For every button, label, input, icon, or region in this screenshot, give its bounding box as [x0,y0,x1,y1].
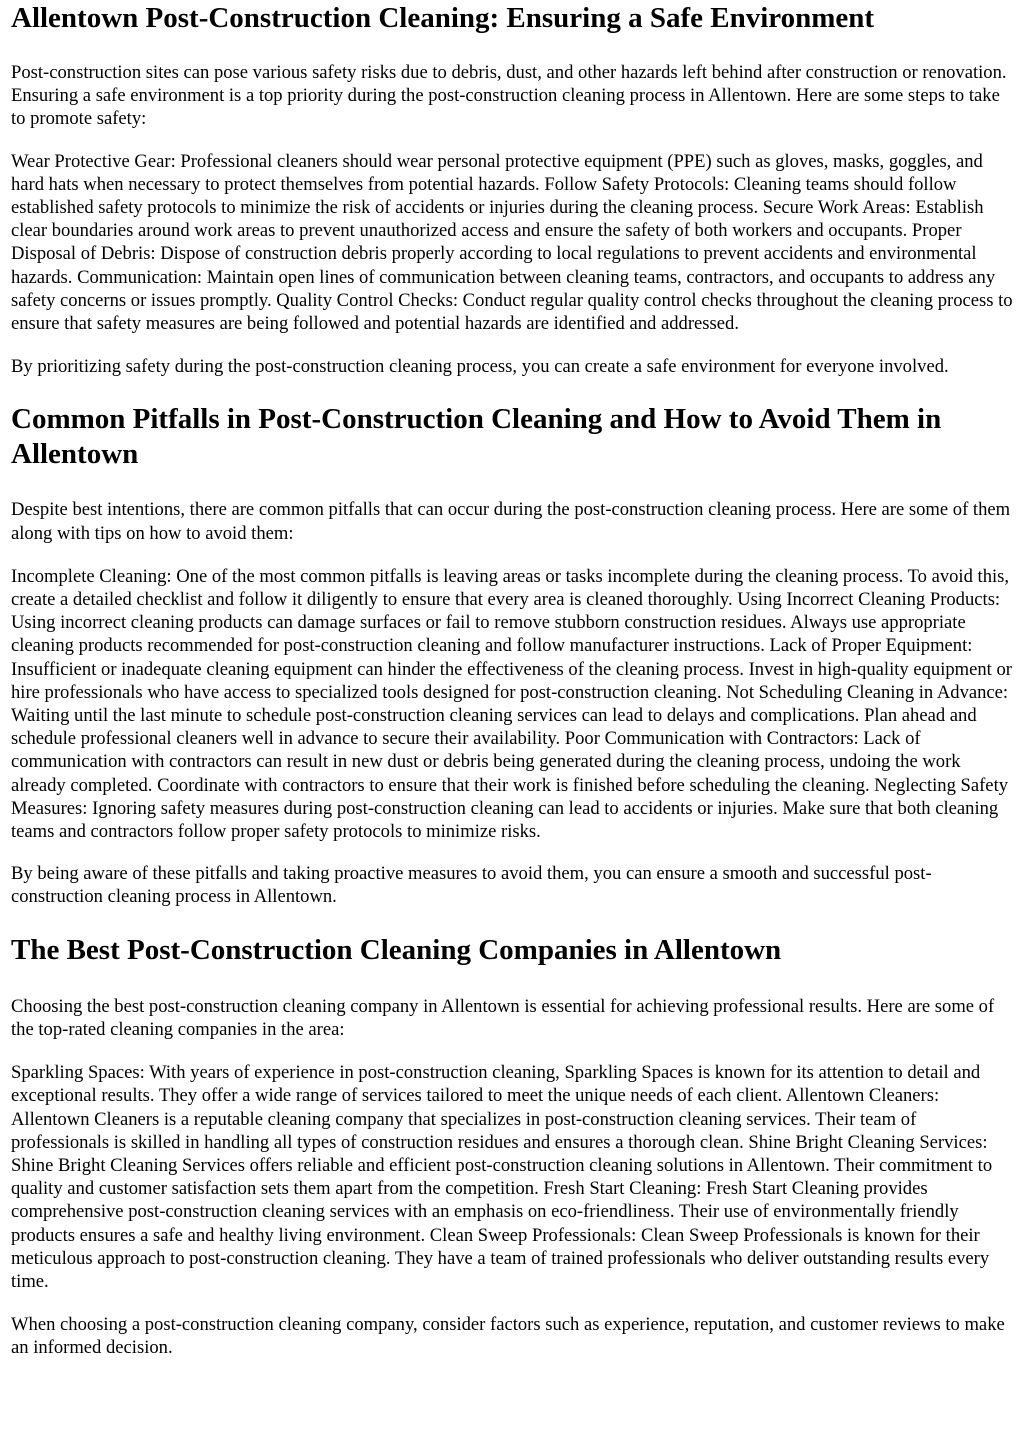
section-body-paragraph: Sparkling Spaces: With years of experience in post-construction cleaning, Sparkling Spaces is known for its attention to detail and exceptional results. They offer a wide range of services tailored to meet the unique needs of each client. Allentown Cleaners: Allentown Cleaners is a reputable cleaning company that specializes in post-construction cleaning services. Their team of professionals is skilled in handling all types of construction residues and ensures a thorough clean. Shine Bright Cleaning Services: Shine Bright Cleaning Services offers reliable and efficient post-construction cleaning solutions in Allentown. Their commitment to quality and customer satisfaction sets them apart from the competition. Fresh Start Cleaning: Fresh Start Cleaning provides comprehensive post-construction cleaning services with an emphasis on eco-friendliness. Their use of environmentally friendly products ensures a safe and healthy living environment. Clean Sweep Professionals: Clean Sweep Professionals is known for their meticulous approach to post-construction cleaning. They have a team of trained professionals who deliver outstanding results every time. [11,1062,993,1292]
section-heading-safe-environment: Allentown Post-Construction Cleaning: Ensuring a Safe Environment [11,2,875,34]
section-intro-paragraph: Despite best intentions, there are common pitfalls that can occur during the post-construction cleaning process. Here are some of them along with tips on how to avoid them: [11,499,1011,544]
section-intro-paragraph: Post-construction sites can pose various safety risks due to debris, dust, and other hazards left behind after construction or renovation. Ensuring a safe environment is a top priority during the post-construction cleaning process in Allentown. Here are some steps to take to promote safety: [11,62,1007,130]
section-heading-best-companies: The Best Post-Construction Cleaning Companies in Allentown [11,933,782,966]
section-heading-common-pitfalls: Common Pitfalls in Post-Construction Cleaning and How to Avoid Them in Allentown [11,403,942,471]
article [0,1,1024,1360]
section-intro-paragraph: Choosing the best post-construction cleaning company in Allentown is essential for achieving professional results. Here are some of the top-rated cleaning companies in the area: [11,995,995,1040]
section-body-paragraph: Wear Protective Gear: Professional cleaners should wear personal protective equipment (PPE) such as gloves, masks, goggles, and hard hats when necessary to protect themselves from potential hazards. Follow Safety Protocols: Cleaning teams should follow established safety protocols to minimize the risk of accidents or injuries during the cleaning process. Secure Work Areas: Establish clear boundaries around work areas to prevent unauthorized access and ensure the safety of both workers and occupants. Proper Disposal of Debris: Dispose of construction debris properly according to local regulations to prevent accidents and environmental hazards. Communication: Maintain open lines of communication between cleaning teams, contractors, and occupants to address any safety concerns or issues promptly. Quality Control Checks: Conduct regular quality control checks throughout the cleaning process to ensure that safety measures are being followed and potential hazards are identified and addressed. [11,150,1013,335]
section-conclusion-paragraph: When choosing a post-construction cleaning company, consider factors such as experience, reputation, and customer reviews to make an informed decision. [11,1314,1005,1359]
section-conclusion-paragraph: By prioritizing safety during the post-construction cleaning process, you can create a safe environment for everyone involved. [11,356,949,378]
section-body-paragraph: Incomplete Cleaning: One of the most common pitfalls is leaving areas or tasks incomplete during the cleaning process. To avoid this, create a detailed checklist and follow it diligently to ensure that every area is cleaned thoroughly. Using Incorrect Cleaning Products: Using incorrect cleaning products can damage surfaces or fail to remove stubborn construction residues. Always use appropriate cleaning products recommended for post-construction cleaning and follow manufacturer instructions. Lack of Proper Equipment: Insufficient or inadequate cleaning equipment can hinder the effectiveness of the cleaning process. Invest in high-quality equipment or hire professionals who have access to specialized tools designed for post-construction cleaning. Not Scheduling Cleaning in Advance: Waiting until the last minute to schedule post-construction cleaning services can lead to delays and complications. Plan ahead and schedule professional cleaners well in advance to secure their availability. Poor Communication with Contractors: Lack of communication with contractors can result in new dust or debris being generated during the cleaning process, undoing the work already completed. Coordinate with contractors to ensure that their work is finished before scheduling the cleaning. Neglecting Safety Measures: Ignoring safety measures during post-construction cleaning can lead to accidents or injuries. Make sure that both cleaning teams and contractors follow proper safety protocols to minimize risks. [11,565,1012,843]
section-conclusion-paragraph: By being aware of these pitfalls and taking proactive measures to avoid them, you can ensure a smooth and successful post-construction cleaning process in Allentown. [11,863,932,908]
